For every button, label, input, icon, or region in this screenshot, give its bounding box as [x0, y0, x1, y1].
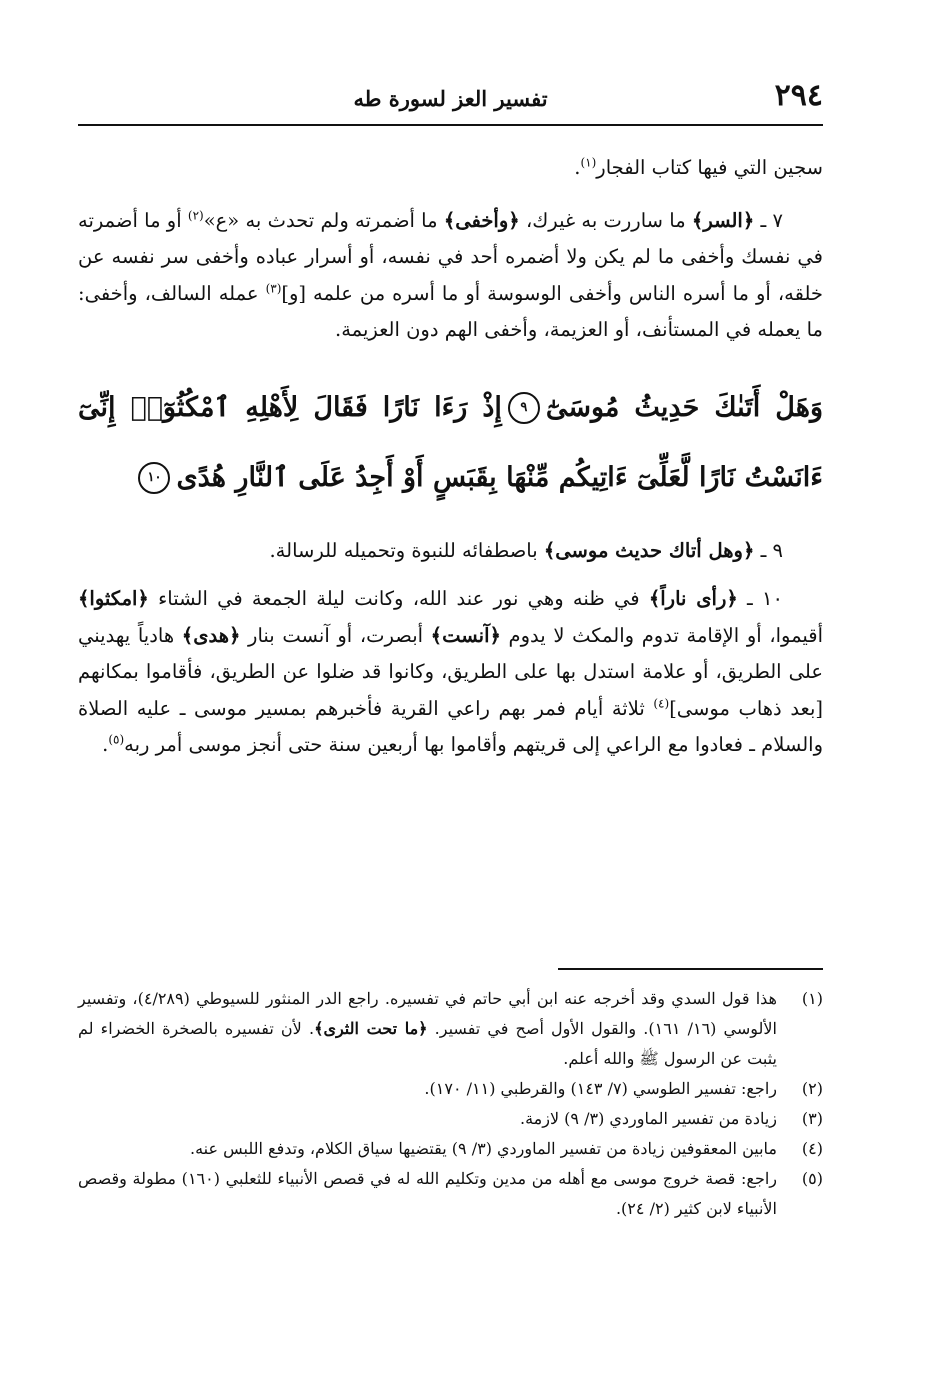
footnote-number: (٢) [801, 1079, 823, 1098]
verse-text: وَهَلْ أَتَىٰكَ حَدِيثُ مُوسَىٰٓ [545, 391, 823, 423]
paragraph-text: . [574, 156, 581, 179]
verse-number: ١٠ ـ [737, 587, 783, 610]
footnote-ref[interactable]: (١) [580, 155, 597, 170]
main-text [78, 150, 823, 764]
footnote-1 [78, 984, 823, 1074]
footnote-ref[interactable]: (٤) [653, 696, 670, 710]
paragraph-text: أو ما أضمرته في نفسك وأخفى ما لم يكن ولا أضمره أحد في نفسه، أو أسرار عباده وأخفى سر نفسه عن خلقه، أو ما أسره الناس وأخفى الوسوسة أو ما أسره من علمه [و] [78, 208, 823, 305]
footnote-divider [558, 968, 823, 970]
quranic-term: ﴿هدى﴾ [181, 623, 241, 647]
ayah-marker-icon: ١٠ [138, 462, 170, 494]
paragraph-verse-7 [78, 203, 823, 349]
quranic-term: ﴿آنست﴾ [430, 623, 501, 647]
quranic-term: ﴿السر﴾ [691, 208, 755, 232]
footnote-ref[interactable]: (٢) [187, 208, 204, 222]
paragraph-text: أقيموا، أو الإقامة تدوم والمكث لا يدوم [500, 623, 823, 647]
running-title: تفسير العز لسورة طه [353, 86, 548, 111]
footnote-text-part: هذا قول السدي وقد أخرجه عنه ابن أبي حاتم في تفسيره. راجع الدر المنثور للسيوطي (٤/٢٨٩)، وتفسير الألوسي (١٦/ ١٦١). والقول الأول أصح في تفسير. [78, 989, 778, 1038]
footnote-3 [78, 1104, 823, 1134]
paragraph-verse-9 [78, 533, 823, 570]
footnotes-section [78, 984, 823, 1224]
quranic-term: ﴿وأخفى﴾ [443, 208, 520, 232]
page-header [78, 72, 823, 126]
footnote-ref[interactable]: (٥) [108, 732, 125, 747]
paragraph-text: هادياً يهديني على الطريق، أو علامة استدل بها على الطريق، وكانوا قد ضلوا عن الطريق، فأقاموا بمكانهم [بعد ذهاب موسى] [78, 623, 823, 720]
footnote-number: (٥) [801, 1169, 823, 1188]
footnote-ref[interactable]: (٣) [265, 281, 282, 295]
paragraph-text: في ظنه وهي نور عند الله، وكانت ليلة الجمعة في الشتاء [148, 587, 649, 610]
quranic-term: ﴿امكثوا﴾ [78, 587, 149, 610]
footnote-text: مابين المعقوفين زيادة من تفسير الماوردي (٣/ ٩) يقتضيها سياق الكلام، وتدفع اللبس عنه. [190, 1139, 777, 1158]
paragraph-text: . [102, 733, 109, 756]
footnote-number: (٤) [801, 1139, 823, 1158]
footnote-text: راجع: قصة خروج موسى مع أهله من مدين وتكليم الله له في قصص الأنبياء للثعلبي (١٦٠) مطولة وقصص الأنبياء لابن كثير (٢/ ٢٤). [78, 1169, 778, 1218]
paragraph-text: أبصرت، أو آنست بنار [240, 623, 431, 647]
footnote-number: (١) [801, 989, 823, 1008]
ayah-marker-icon: ٩ [508, 392, 540, 424]
quranic-term: ﴿وهل أتاك حديث موسى﴾ [543, 538, 755, 562]
continuation-paragraph [78, 150, 823, 187]
paragraph-text: ما أضمرته ولم تحدث به «ع» [203, 208, 444, 232]
paragraph-text: باصطفائه للنبوة وتحميله للرسالة. [269, 538, 544, 562]
quranic-term: ﴿ما تحت الثرى﴾ [314, 1019, 428, 1038]
verse-number: ٩ ـ [754, 538, 783, 562]
footnote-text [78, 984, 777, 1074]
footnote-number: (٣) [801, 1109, 823, 1128]
quranic-term: ﴿رأى ناراً﴾ [648, 587, 738, 610]
paragraph-text: سجين التي فيها كتاب الفجار [596, 156, 823, 179]
footnote-text: زيادة من تفسير الماوردي (٣/ ٩) لازمة. [519, 1109, 777, 1128]
paragraph-text: ما ساررت به غيرك، [519, 208, 692, 232]
footnote-4 [78, 1134, 823, 1164]
paragraph-verse-10 [78, 581, 823, 764]
footnote-2 [78, 1074, 823, 1104]
page-number: ٢٩٤ [774, 78, 823, 113]
verse-number: ٧ ـ [754, 208, 783, 232]
quranic-verse-block [78, 373, 823, 513]
footnote-5 [78, 1164, 823, 1224]
paragraph-text: ثلاثة أيام فمر بهم راعي القرية فأخبرهم بمسير موسى ـ عليه الصلاة والسلام ـ فعادوا مع الراعي إلى قريتهم وأقاموا بها أربعين سنة حتى أنجز موسى أمر ربه [78, 696, 823, 756]
verse-text: إِذْ رَءَا نَارًا فَقَالَ لِأَهْلِهِ ٱمْكُثُوٓا۟ إِنِّىٓ ءَانَسْتُ نَارًا لَّعَلِّىٓ ءَاتِيكُم مِّنْهَا بِقَبَسٍ أَوْ أَجِدُ عَلَى ٱلنَّارِ هُدًى [78, 391, 823, 493]
footnote-text-part: . لأن تفسيره بالصخرة الخضراء لم يثبت عن الرسول ﷺ والله أعلم. [78, 1019, 777, 1068]
paragraph-text: عمله السالف، وأخفى: ما يعمله في المستأنف، أو العزيمة، وأخفى الهم دون العزيمة. [78, 281, 823, 341]
footnote-text: راجع: تفسير الطوسي (٧/ ١٤٣) والقرطبي (١١/ ١٧٠). [424, 1079, 777, 1098]
